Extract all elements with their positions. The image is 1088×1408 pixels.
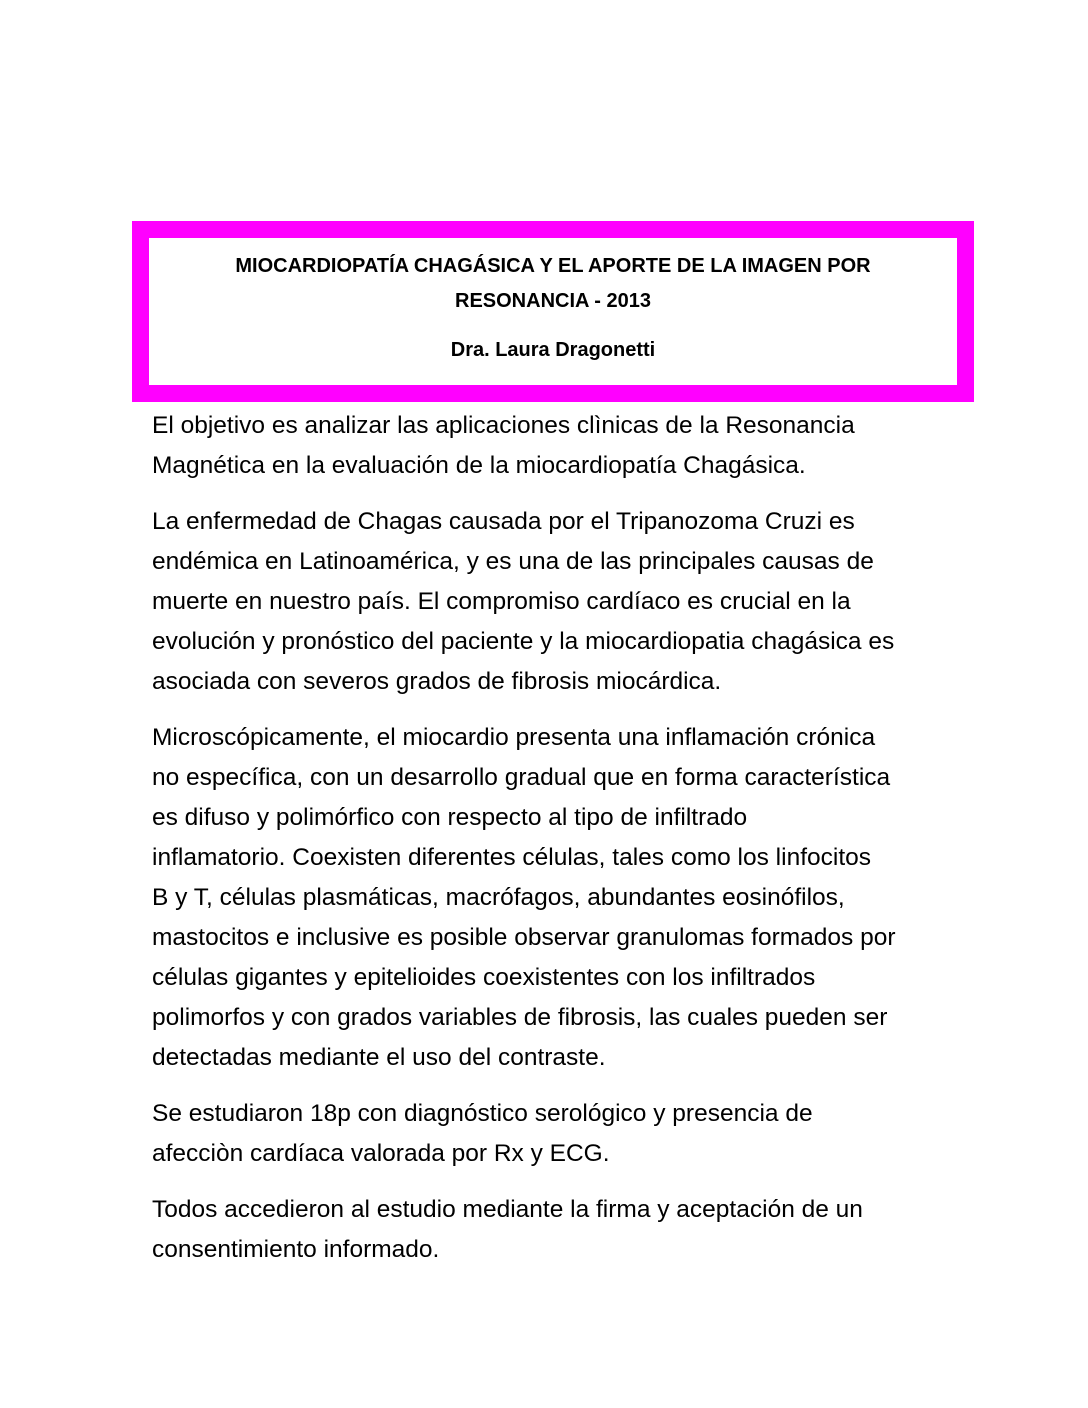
text-line: polimorfos y con grados variables de fibrosis, las cuales pueden ser [152,1004,888,1031]
text-line: muerte en nuestro país. El compromiso cardíaco es crucial en la [152,588,851,615]
text-line: B y T, células plasmáticas, macrófagos, abundantes eosinófilos, [152,884,845,911]
text-line: consentimiento informado. [152,1236,440,1263]
paragraph-objective [152,406,952,486]
title-box [132,221,974,402]
text-line: inflamatorio. Coexisten diferentes células, tales como los linfocitos [152,844,872,871]
document-body [152,406,952,1286]
author-name: Dra. Laura Dragonetti [450,339,656,361]
paragraph-chagas-disease [152,502,952,702]
text-line: afecciòn cardíaca valorada por Rx y ECG. [152,1140,610,1167]
text-line: no específica, con un desarrollo gradual que en forma característica [152,764,891,791]
text-line: detectadas mediante el uso del contraste. [152,1044,606,1071]
text-line: evolución y pronóstico del paciente y la miocardiopatia chagásica es [152,628,895,655]
paragraph-microscopy [152,718,952,1078]
paragraph-consent [152,1190,952,1270]
text-line: es difuso y polimórfico con respecto al tipo de infiltrado [152,804,748,831]
document-title [149,249,957,319]
text-line: Se estudiaron 18p con diagnóstico serológico y presencia de [152,1100,813,1127]
text-line: Todos accedieron al estudio mediante la firma y aceptación de un [152,1196,863,1223]
title-line: RESONANCIA - 2013 [455,290,651,312]
text-line: Microscópicamente, el miocardio presenta una inflamación crónica [152,724,876,751]
title-line: MIOCARDIOPATÍA CHAGÁSICA Y EL APORTE DE LA IMAGEN POR [235,255,871,277]
text-line: El objetivo es analizar las aplicaciones clìnicas de la Resonancia [152,412,855,439]
text-line: mastocitos e inclusive es posible observar granulomas formados por [152,924,896,951]
text-line: células gigantes y epitelioides coexistentes con los infiltrados [152,964,816,991]
text-line: Magnética en la evaluación de la miocardiopatía Chagásica. [152,452,806,479]
text-line: endémica en Latinoamérica, y es una de las principales causas de [152,548,874,575]
text-line: asociada con severos grados de fibrosis miocárdica. [152,668,722,695]
paragraph-study-population [152,1094,952,1174]
text-line: La enfermedad de Chagas causada por el Tripanozoma Cruzi es [152,508,855,535]
